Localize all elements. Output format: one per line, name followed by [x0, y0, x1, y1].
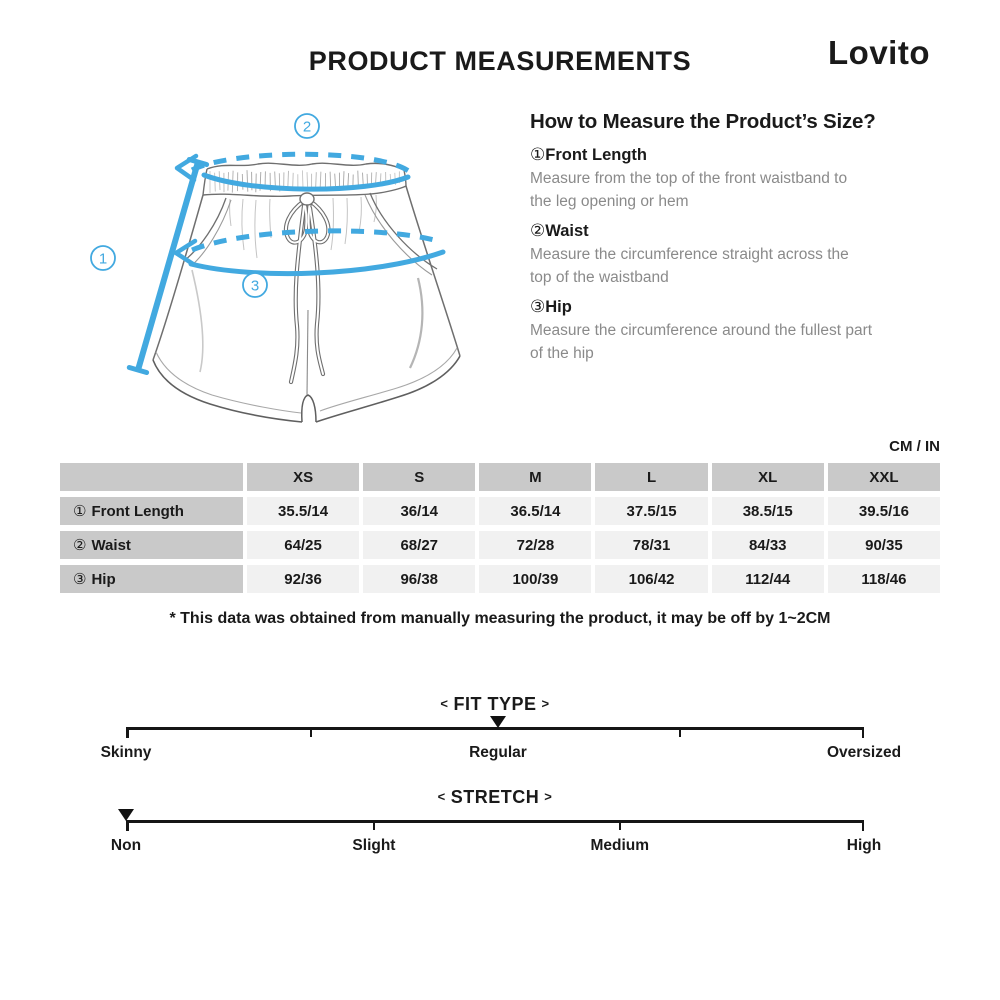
measure-term-label: Front Length — [545, 146, 647, 164]
size-column-header: M — [479, 463, 591, 491]
row-label-text: Waist — [91, 536, 131, 554]
measure-term-label: Hip — [545, 298, 572, 316]
how-to-list — [530, 143, 942, 365]
measure-description-line: of the hip — [530, 345, 594, 362]
measurement-value-cell: 64/25 — [247, 531, 359, 559]
svg-text:1: 1 — [98, 250, 108, 268]
right-angle-bracket: > — [541, 696, 550, 711]
fit-type-title-text: FIT TYPE — [453, 694, 537, 714]
fit-type-title — [126, 694, 864, 715]
measure-description-line: Measure from the top of the front waistband to — [530, 170, 848, 187]
row-label-text: Front Length — [91, 502, 184, 520]
measurement-value-cell: 118/46 — [828, 565, 940, 593]
measure-term — [530, 295, 942, 319]
circled-number: ① — [530, 145, 546, 164]
measurement-value-cell: 90/35 — [828, 531, 940, 559]
measurement-value-cell: 35.5/14 — [247, 497, 359, 525]
table-corner-cell — [60, 463, 243, 491]
how-to-measure-section — [530, 110, 942, 365]
scale-tick — [679, 727, 681, 737]
scale-end-cap — [126, 727, 129, 738]
scale-label-slight: Slight — [352, 837, 396, 854]
scale-tick — [373, 820, 375, 830]
circled-number: ② — [530, 221, 546, 240]
row-label-text: Hip — [91, 570, 116, 588]
measurement-value-cell: 36/14 — [363, 497, 475, 525]
brand-logo: Lovito — [828, 34, 930, 71]
scale-end-cap — [126, 820, 129, 831]
measurement-row-label — [60, 565, 243, 593]
measurement-value-cell: 37.5/15 — [595, 497, 707, 525]
callout-1 — [91, 246, 115, 270]
scale-marker — [490, 716, 506, 728]
measurement-value-cell: 92/36 — [247, 565, 359, 593]
units-label: CM / IN — [889, 438, 940, 455]
size-column-header: XS — [247, 463, 359, 491]
left-angle-bracket: < — [437, 789, 446, 804]
svg-text:2: 2 — [302, 118, 312, 136]
page-title: PRODUCT MEASUREMENTS — [308, 46, 692, 76]
scale-label-oversized: Oversized — [826, 744, 902, 761]
size-table — [60, 463, 940, 593]
scale-end-cap — [862, 820, 865, 831]
scale-marker — [118, 809, 134, 821]
measurement-value-cell: 72/28 — [479, 531, 591, 559]
circled-number: ③ — [530, 297, 546, 316]
fit-type-scale — [100, 694, 902, 764]
measurement-value-cell: 100/39 — [479, 565, 591, 593]
scale-end-cap — [862, 727, 865, 738]
circled-number: ③ — [73, 571, 87, 588]
scale-label-regular: Regular — [469, 744, 527, 761]
measure-description-line: the leg opening or hem — [530, 193, 689, 210]
measurement-value-cell: 84/33 — [712, 531, 824, 559]
size-column-header: S — [363, 463, 475, 491]
svg-text:3: 3 — [250, 277, 260, 295]
shorts-measurement-diagram — [80, 98, 525, 438]
measurement-value-cell: 96/38 — [363, 565, 475, 593]
measurement-disclaimer: * This data was obtained from manually measuring the product, it may be off by 1~2CM — [169, 610, 831, 627]
scale-label-medium: Medium — [590, 837, 649, 854]
measurement-value-cell: 68/27 — [363, 531, 475, 559]
stretch-title-text: STRETCH — [450, 787, 540, 807]
measurement-value-cell: 78/31 — [595, 531, 707, 559]
measure-description-line: Measure the circumference straight across the — [530, 246, 849, 263]
measurement-row-label — [60, 531, 243, 559]
scale-label-high: High — [846, 837, 882, 854]
measure-term-label: Waist — [545, 222, 589, 240]
scale-tick — [619, 820, 621, 830]
size-column-header: XXL — [828, 463, 940, 491]
measure-description-line: top of the waistband — [530, 269, 669, 286]
waist-measure-line — [177, 154, 414, 189]
callout-3 — [243, 273, 267, 297]
measurement-value-cell: 112/44 — [712, 565, 824, 593]
scale-label-non: Non — [110, 837, 142, 854]
size-column-header: L — [595, 463, 707, 491]
left-angle-bracket: < — [440, 696, 449, 711]
measurement-value-cell: 36.5/14 — [479, 497, 591, 525]
size-column-header: XL — [712, 463, 824, 491]
measure-description-line: Measure the circumference around the fullest part — [530, 322, 873, 339]
right-angle-bracket: > — [544, 789, 553, 804]
shorts-drawing — [153, 163, 460, 422]
measure-term — [530, 143, 942, 167]
how-to-heading: How to Measure the Product’s Size? — [530, 110, 876, 133]
callout-2 — [295, 114, 319, 138]
circled-number: ① — [73, 503, 87, 520]
stretch-scale — [110, 787, 882, 857]
measurement-value-cell: 39.5/16 — [828, 497, 940, 525]
measurement-row-label — [60, 497, 243, 525]
scale-tick — [310, 727, 312, 737]
stretch-title — [126, 787, 864, 808]
measurement-value-cell: 38.5/15 — [712, 497, 824, 525]
scale-track — [126, 820, 864, 823]
scale-label-skinny: Skinny — [100, 744, 152, 761]
measurement-value-cell: 106/42 — [595, 565, 707, 593]
circled-number: ② — [73, 537, 87, 554]
measure-term — [530, 219, 942, 243]
